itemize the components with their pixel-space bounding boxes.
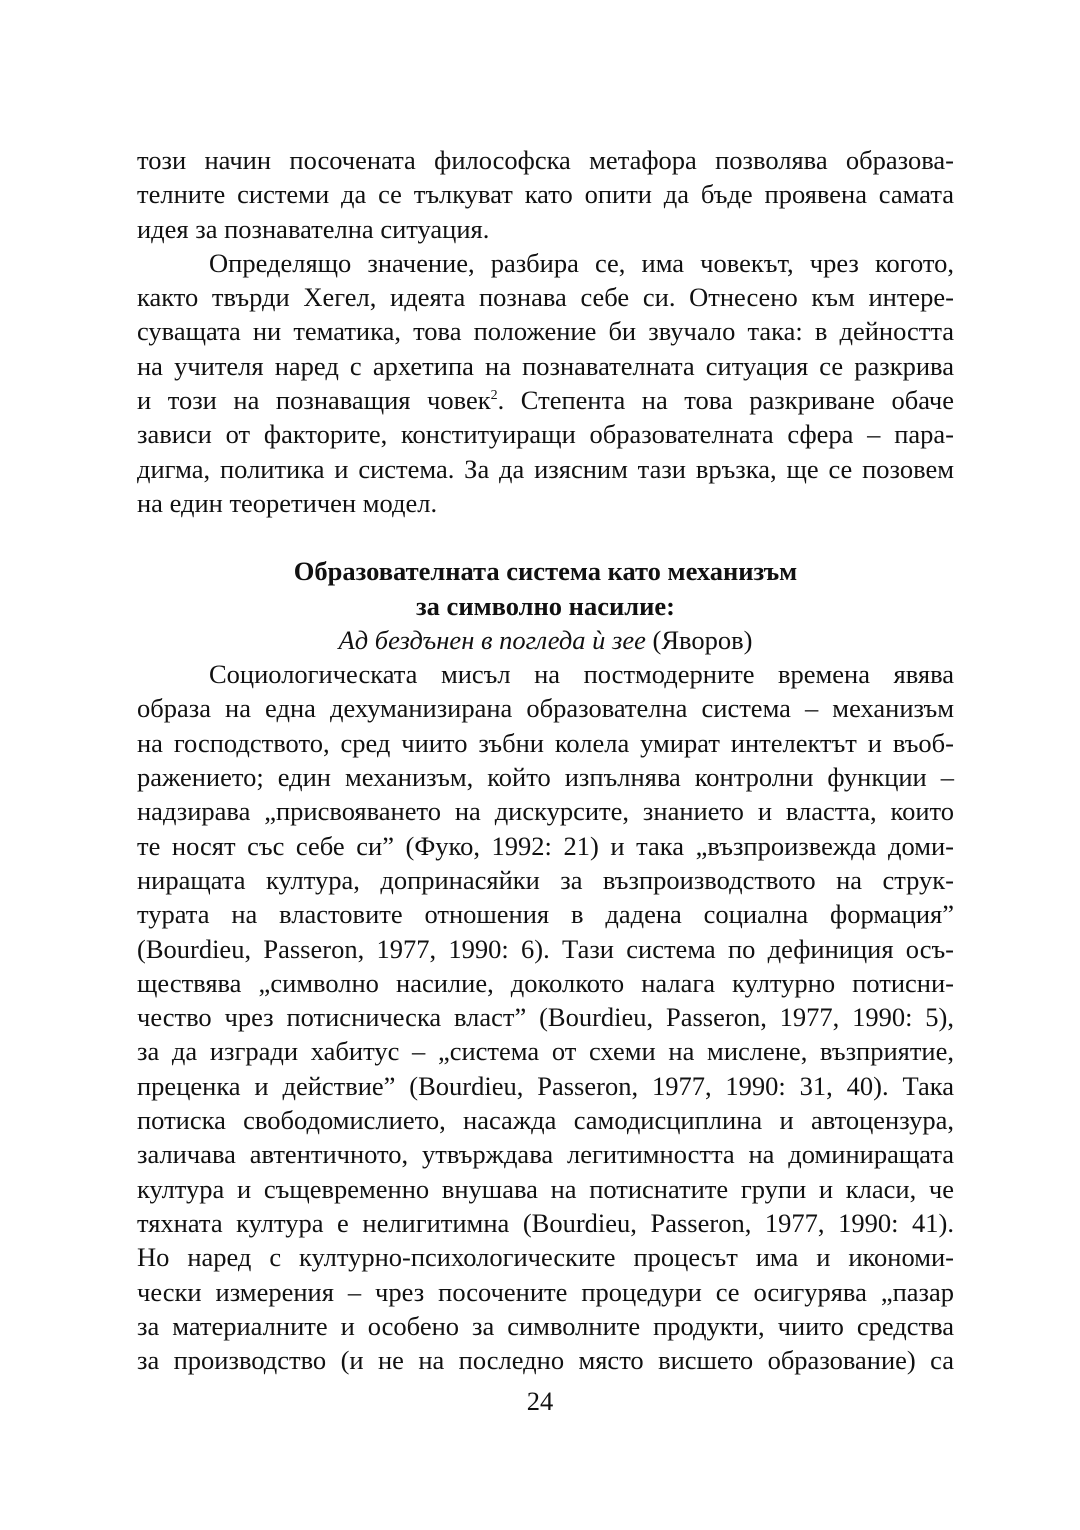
section-heading <box>137 554 954 623</box>
text-line: ражението; един механизъм, който изпълнява контролни функции – <box>137 762 954 793</box>
text-line-with-footnote <box>137 383 954 417</box>
footnote-reference: 2 <box>490 388 498 404</box>
text-line: идея за познавателна ситуация. <box>137 213 490 244</box>
paragraph-3 <box>137 657 954 1377</box>
text-line: (Bourdieu, Passeron, 1977, 1990: 6). Тази система по дефиниция осъ- <box>137 933 954 964</box>
text-line: чество чрез потисническа власт” (Bourdieu, Passeron, 1977, 1990: 5), <box>137 1002 954 1033</box>
epigraph-quote: Ад бездънен в погледа ѝ зее <box>338 624 646 655</box>
text-line: ниращата култура, допринасяйки за възпроизводството на струк- <box>137 864 954 895</box>
text-line: турата на властовите отношения в дадена социална формация” <box>137 899 954 930</box>
text-segment: и този на познаващия човек <box>137 385 491 416</box>
text-line: ществява „символно насилие, доколкото налага културно потисни- <box>137 967 954 998</box>
text-line: зависи от факторите, конституиращи образователната сфера – пара- <box>137 419 954 450</box>
text-line: телните системи да се тълкуват като опити да бъде проявена самата <box>137 179 954 210</box>
text-line: дигма, политика и система. За да изясним тази връзка, ще се позовем <box>137 453 954 484</box>
epigraph <box>137 623 954 657</box>
text-line: този начин посочената философска метафора позволява образова- <box>137 145 954 175</box>
paragraph-2 <box>137 246 954 520</box>
text-line: заличава автентичното, утвърждава легитимността на доминиращата <box>137 1139 954 1170</box>
text-line: култура и същевременно внушава на потиснатите групи и класи, че <box>137 1173 954 1204</box>
epigraph-author: (Яворов) <box>652 624 753 655</box>
text-line: Но наред с културно-психологическите процесът има и икономи- <box>137 1242 954 1273</box>
text-line: тяхната култура е нелигитимна (Bourdieu, Passeron, 1977, 1990: 41). <box>137 1207 954 1238</box>
heading-line-1: Образователната система като механизъм <box>293 556 798 587</box>
text-line: на учителя наред с архетипа на познавателната ситуация се разкрива <box>137 350 954 381</box>
text-line: преценка и действие” (Bourdieu, Passeron, 1977, 1990: 31, 40). Така <box>137 1070 954 1101</box>
text-line: за да изгради хабитус – „система от схеми на мислене, възприятие, <box>137 1036 954 1067</box>
page-body <box>137 143 954 1377</box>
text-line: Определящо значение, разбира се, има човекът, чрез когото, <box>209 247 954 278</box>
text-line: образа на една дехуманизирана образователна система – механизъм <box>137 693 954 724</box>
heading-line-2: за символно насилие: <box>416 590 675 621</box>
text-segment: . Степента на това разкриване обаче <box>497 385 955 416</box>
text-line: Социологическата мисъл на постмодерните времена явява <box>209 659 954 690</box>
text-line: на господството, сред чиито зъбни колела умират интелектът и въоб- <box>137 727 954 758</box>
text-line: надзирава „присвояването на дискурсите, знанието и властта, които <box>137 796 954 827</box>
paragraph-1 <box>137 143 954 246</box>
text-line: те носят със себе си” (Фуко, 1992: 21) и така „възпроизвежда доми- <box>137 830 954 861</box>
text-line: за производство (и не на последно място висшето образование) са <box>137 1345 954 1376</box>
text-line: за материалните и особено за символните продукти, чиито средства <box>137 1310 954 1341</box>
text-line: чески измерения – чрез посочените процедури се осигурява „пазар <box>137 1276 954 1307</box>
text-line: суващата ни тематика, това положение би звучало така: в дейността <box>137 316 954 347</box>
text-line: на един теоретичен модел. <box>137 487 438 518</box>
text-line: потиска свободомислието, насажда самодисциплина и автоцензура, <box>137 1105 954 1136</box>
text-line: както твърди Хегел, идеята познава себе си. Отнесено към интере- <box>137 282 954 313</box>
page-number: 24 <box>526 1386 554 1416</box>
